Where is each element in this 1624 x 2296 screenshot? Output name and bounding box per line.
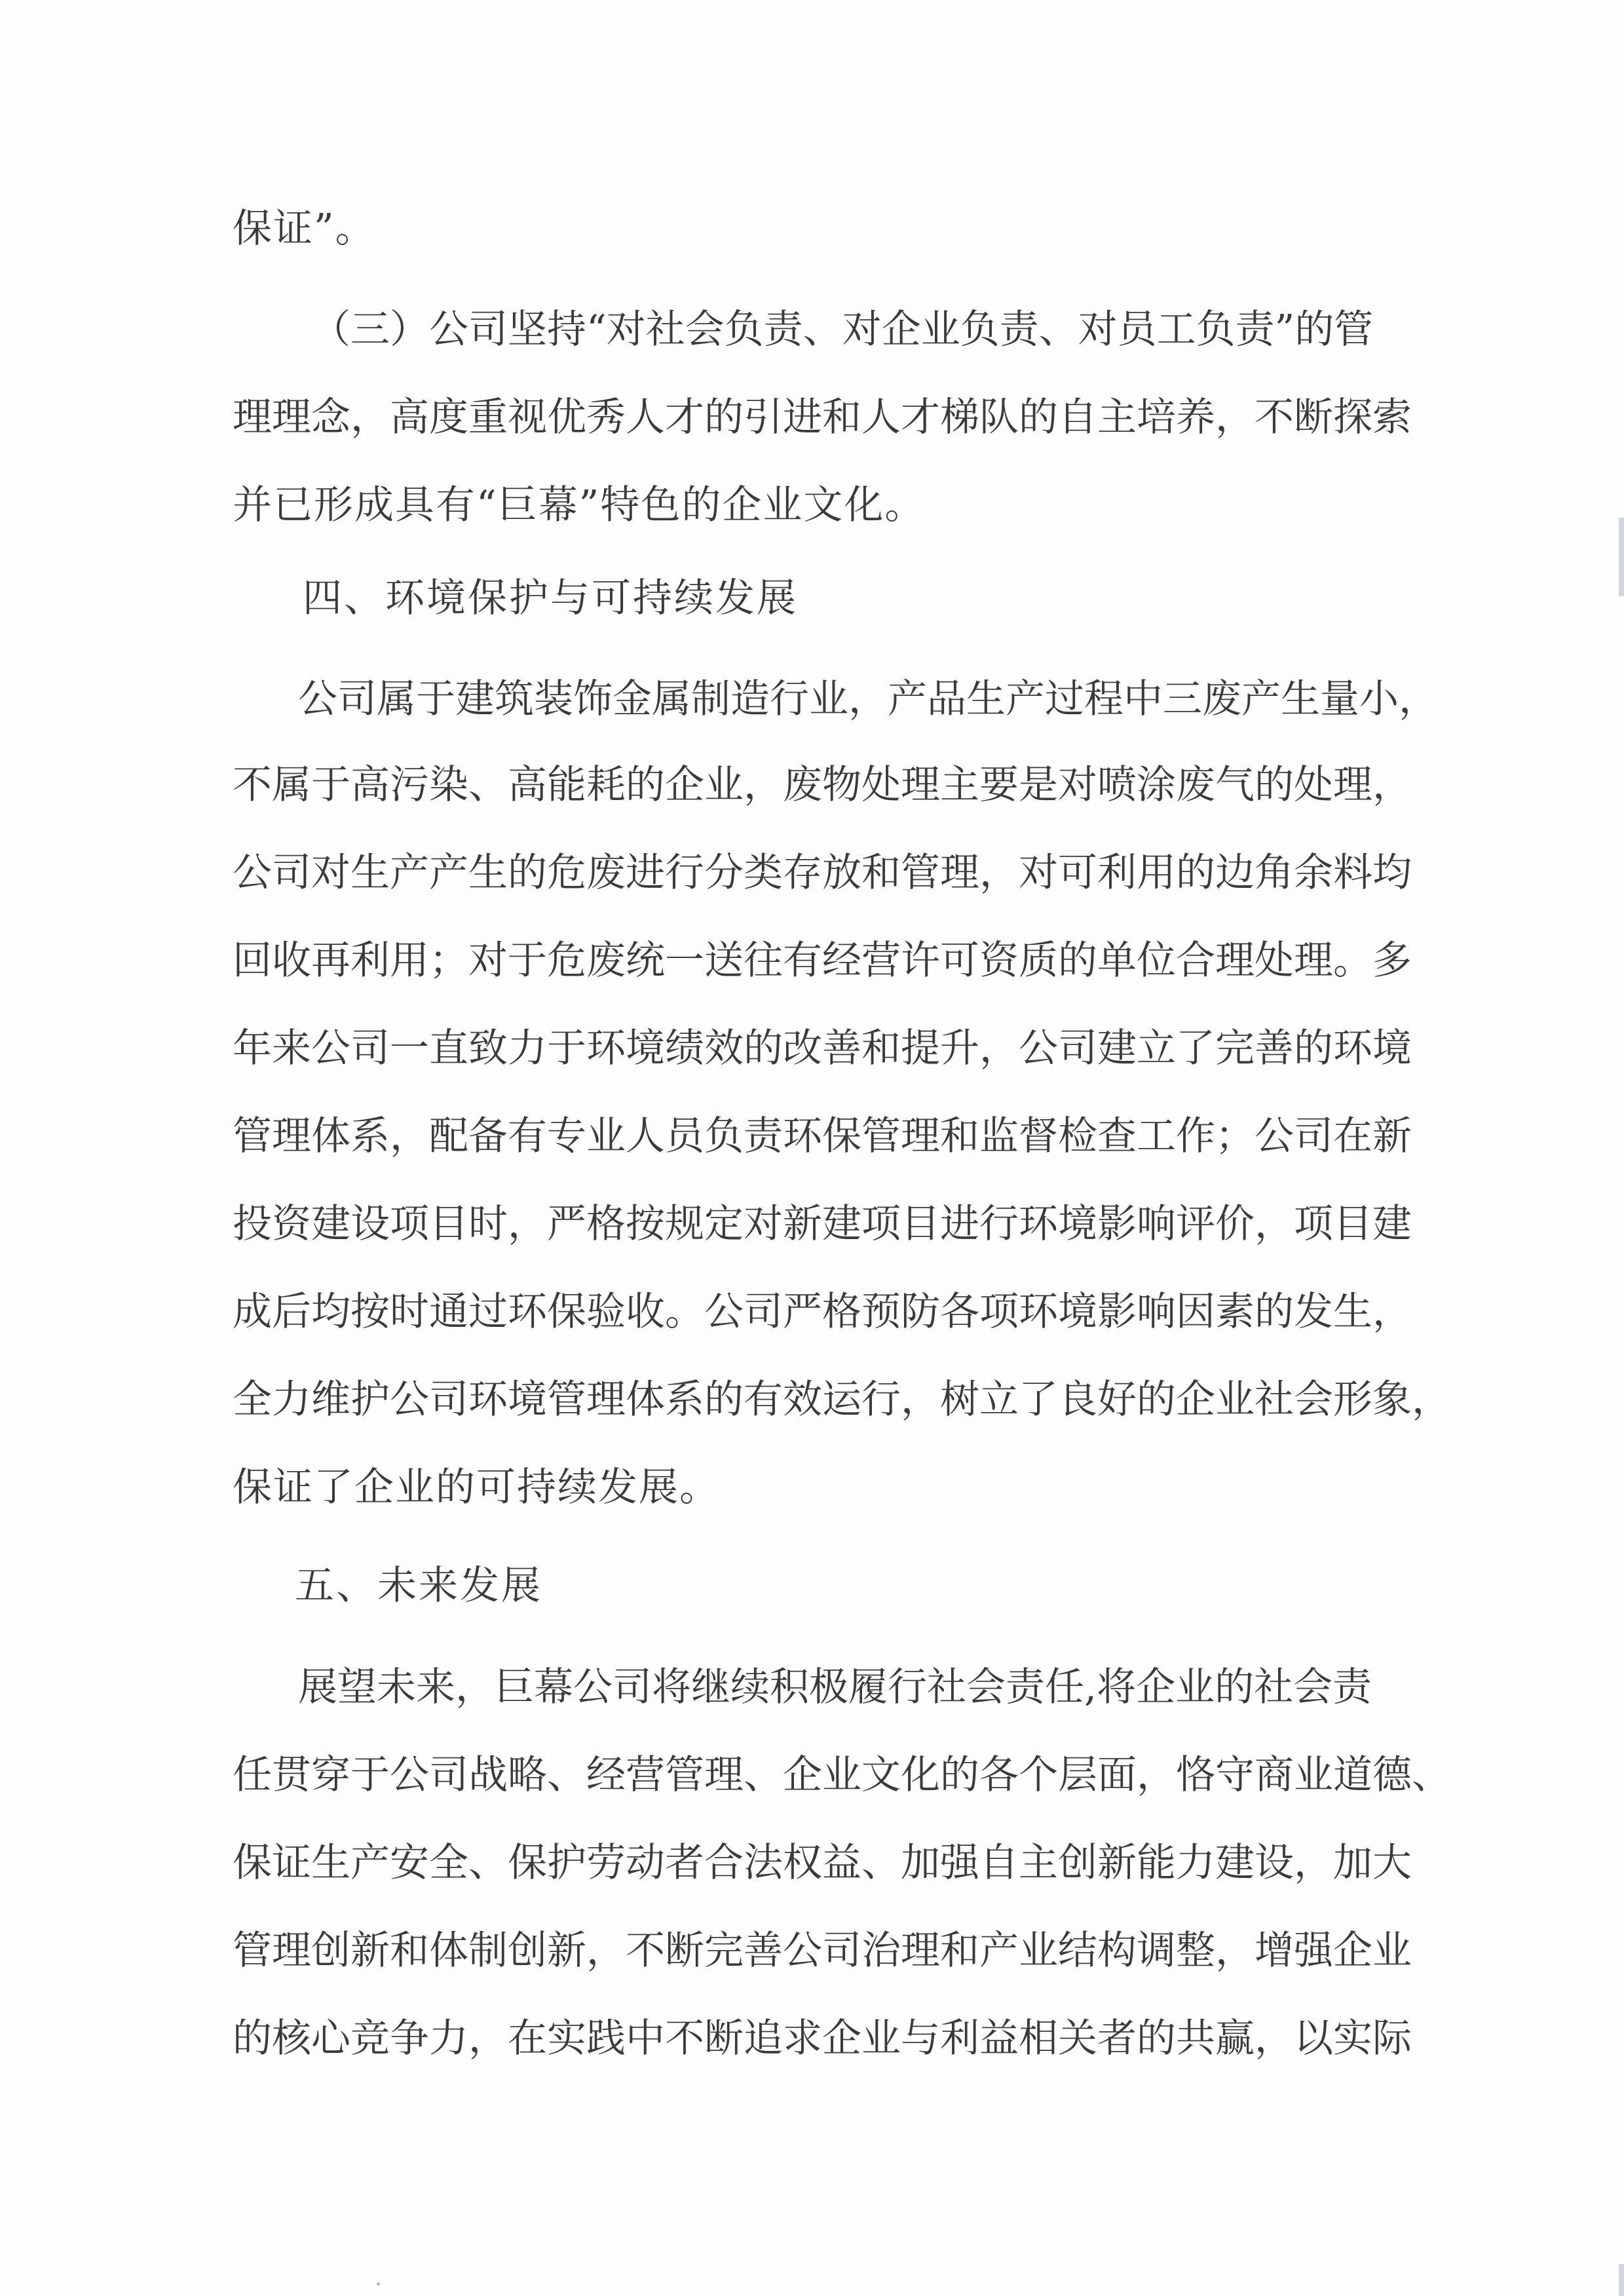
scan-speck bbox=[377, 2282, 380, 2286]
environment-paragraph-line-6: 管理体系，配备有专业人员负责环保管理和监督检查工作；公司在新 bbox=[233, 1113, 1412, 1159]
paragraph-3-line-2: 理理念，高度重视优秀人才的引进和人才梯队的自主培养，不断探索 bbox=[233, 394, 1412, 440]
environment-paragraph-line-2: 不属于高污染、高能耗的企业，废物处理主要是对喷涂废气的处理， bbox=[233, 762, 1412, 808]
future-paragraph-line-2: 任贯穿于公司战略、经营管理、企业文化的各个层面，恪守商业道德、 bbox=[233, 1752, 1451, 1798]
section-heading-future: 五、未来发展 bbox=[295, 1563, 542, 1609]
environment-paragraph-line-1: 公司属于建筑装饰金属制造行业，产品生产过程中三废产生量小， bbox=[298, 676, 1438, 722]
environment-paragraph-line-9: 全力维护公司环境管理体系的有效运行，树立了良好的企业社会形象， bbox=[233, 1377, 1451, 1423]
paragraph-3-line-3: 并已形成具有“巨幕”特色的企业文化。 bbox=[233, 482, 926, 528]
future-paragraph-line-5: 的核心竞争力，在实践中不断追求企业与利益相关者的共赢，以实际 bbox=[233, 2016, 1412, 2061]
future-paragraph-line-1: 展望未来，巨幕公司将继续积极履行社会责任,将企业的社会责 bbox=[298, 1664, 1372, 1710]
scan-edge-mark bbox=[1619, 518, 1624, 596]
environment-paragraph-line-10: 保证了企业的可持续发展。 bbox=[233, 1464, 720, 1510]
text-line-continuation: 保证”。 bbox=[233, 206, 376, 252]
environment-paragraph-line-7: 投资建设项目时，严格按规定对新建项目进行环境影响评价，项目建 bbox=[233, 1201, 1412, 1247]
environment-paragraph-line-5: 年来公司一直致力于环境绩效的改善和提升，公司建立了完善的环境 bbox=[233, 1025, 1412, 1071]
section-heading-environment: 四、环境保护与可持续发展 bbox=[303, 575, 798, 621]
paragraph-3-line-1: （三）公司坚持“对社会负责、对企业负责、对员工负责”的管 bbox=[311, 307, 1374, 353]
future-paragraph-line-3: 保证生产安全、保护劳动者合法权益、加强自主创新能力建设，加大 bbox=[233, 1840, 1412, 1886]
scan-edge-mark bbox=[1619, 2264, 1624, 2296]
environment-paragraph-line-3: 公司对生产产生的危废进行分类存放和管理，对可利用的边角余料均 bbox=[233, 850, 1412, 896]
environment-paragraph-line-4: 回收再利用；对于危废统一送往有经营许可资质的单位合理处理。多 bbox=[233, 938, 1412, 984]
future-paragraph-line-4: 管理创新和体制创新，不断完善公司治理和产业结构调整，增强企业 bbox=[233, 1928, 1412, 1974]
environment-paragraph-line-8: 成后均按时通过环保验收。公司严格预防各项环境影响因素的发生， bbox=[233, 1289, 1412, 1335]
